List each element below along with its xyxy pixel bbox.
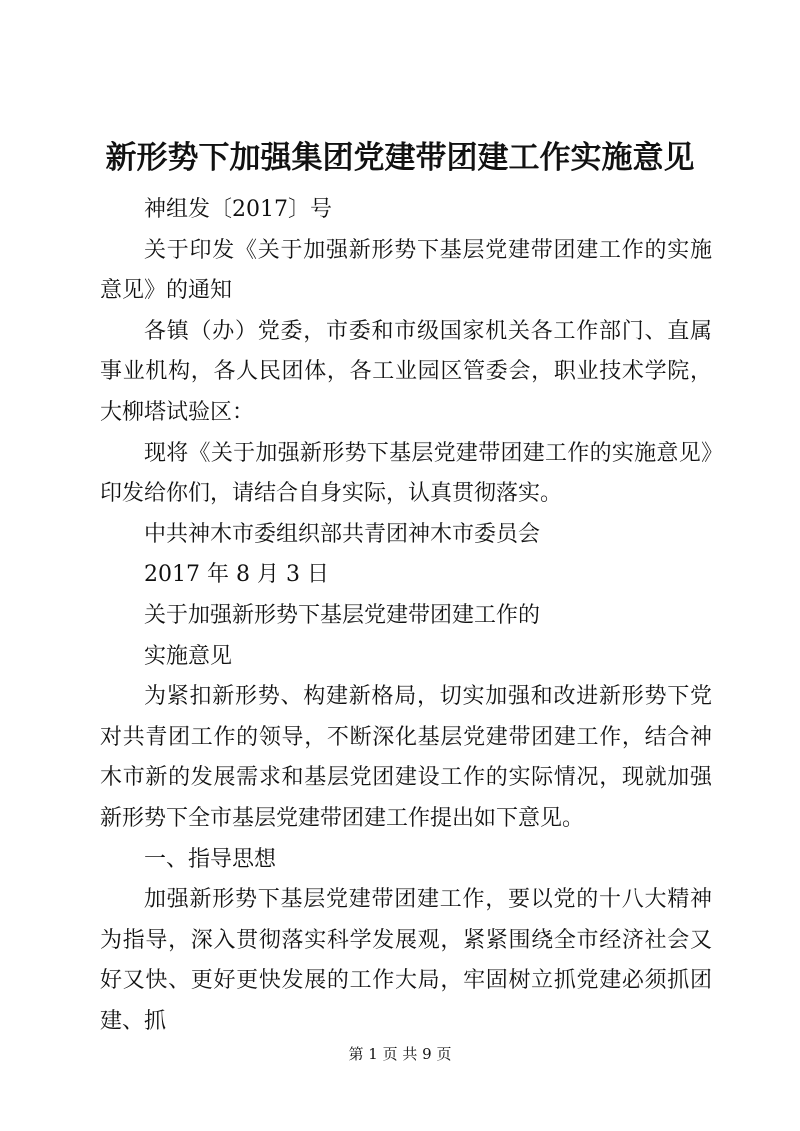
- notice-title: 关于印发《关于加强新形势下基层党建带团建工作的实施意见》的通知: [100, 237, 712, 304]
- document-title: 新形势下加强集团党建带团建工作实施意见: [105, 140, 695, 176]
- instruction-paragraph: 现将《关于加强新形势下基层党建带团建工作的实施意见》印发给你们，请结合自身实际，认真贯彻落实。: [100, 440, 712, 507]
- intro-paragraph: 为紧扣新形势、构建新格局，切实加强和改进新形势下党对共青团工作的领导，不断深化基层党建带团建工作，结合神木市新的发展需求和基层党团建设工作的实际情况，现就加强新形势下全市基层党建带团建工作提出如下意见。: [100, 684, 712, 831]
- date-line: 2017 年 8 月 3 日: [144, 562, 329, 588]
- guiding-thought-paragraph: 加强新形势下基层党建带团建工作，要以党的十八大精神为指导，深入贯彻落实科学发展观，紧紧围绕全市经济社会又好又快、更好更快发展的工作大局，牢固树立抓党建必须抓团建、抓: [100, 887, 712, 1034]
- opinion-title-line-2: 实施意见: [144, 643, 233, 669]
- opinion-title-line-1: 关于加强新形势下基层党建带团建工作的: [144, 602, 541, 628]
- issuer-line: 中共神木市委组织部共青团神木市委员会: [144, 521, 541, 547]
- document-number: 神组发〔2017〕号: [144, 197, 332, 222]
- page-footer: 第 1 页 共 9 页: [348, 1045, 452, 1063]
- section-heading: 一、指导思想: [144, 846, 277, 872]
- document-body: [100, 190, 712, 1042]
- recipients-paragraph: 各镇（办）党委，市委和市级国家机关各工作部门、直属事业机构，各人民团体，各工业园区管委会，职业技术学院，大柳塔试验区：: [100, 318, 712, 425]
